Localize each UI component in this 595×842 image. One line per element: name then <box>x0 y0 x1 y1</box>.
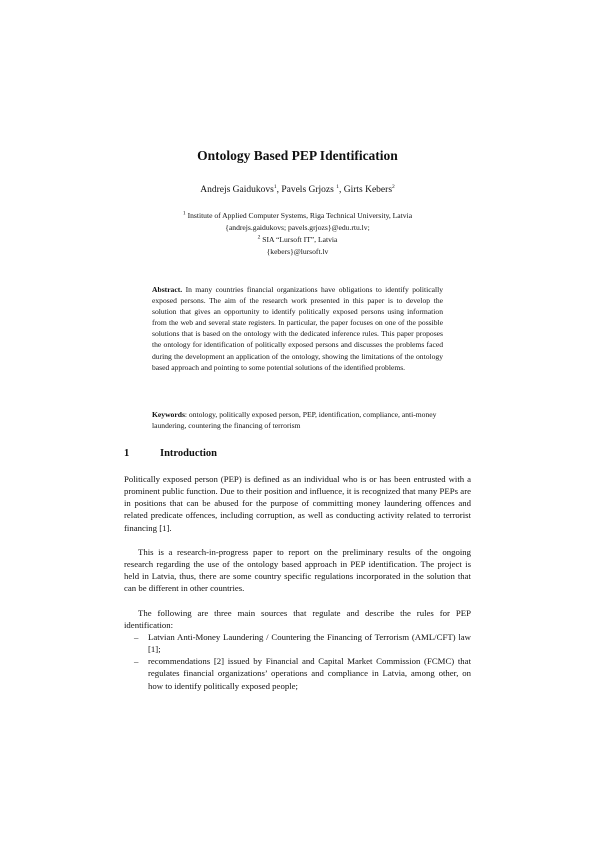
list-item <box>124 655 471 691</box>
body-paragraph: The following are three main sources that regulate and describe the rules for PEP identification: <box>124 608 471 631</box>
abstract-label: Abstract. <box>152 285 183 294</box>
list-item-text: recommendations [2] issued by Financial and Capital Market Commission (FCMC) that regulates financial organizations’ operations and compliance in Latvia, among other, on how to identify politically exposed people; <box>148 656 471 691</box>
author-name: Andrejs Gaidukovs <box>200 185 274 195</box>
affiliation-email: {andrejs.gaidukovs; pavels.grjozs}@edu.rtu.lv; <box>225 223 370 232</box>
affiliation-line <box>0 222 595 234</box>
affiliation-line <box>0 246 595 258</box>
author-sup: 1 <box>273 183 277 190</box>
abstract <box>152 284 443 373</box>
affiliation-sup: 1 <box>182 210 186 217</box>
keywords <box>152 409 443 431</box>
section-heading <box>124 448 217 459</box>
keywords-text: : ontology, politically exposed person, PEP, identification, compliance, anti-money laundering, countering the financing of terrorism <box>152 410 437 431</box>
section-title: Introduction <box>160 448 217 459</box>
author-name: Pavels Grjozs <box>281 185 334 195</box>
author-list: Andrejs Gaidukovs$^1$, Pavels Grjozs $^1$, Girts Kebers$^2$ <box>200 183 395 195</box>
author-sup: 1 <box>336 183 339 190</box>
affiliation-sup: 2 <box>257 234 261 241</box>
body-paragraph: Politically exposed person (PEP) is defined as an individual who is or has been entrusted with a prominent public function. Due to their position and influence, it is recognized that many PEPs are in positions that can be abused for the purpose of committing money laundering offences and related predicate offences, including corruption, as well as conducting activity related to terrorist financing [1]. <box>124 474 471 533</box>
bullet-marker: – <box>134 656 139 667</box>
author-name: Girts Kebers <box>343 185 393 195</box>
list-item-text: Latvian Anti-Money Laundering / Countering the Financing of Terrorism (AML/CFT) law [1]; <box>148 632 471 655</box>
paper-title: Ontology Based PEP Identification <box>197 148 398 163</box>
section-number: 1 <box>124 448 130 459</box>
body-paragraph: This is a research-in-progress paper to report on the preliminary results of the ongoing research regarding the use of the ontology based approach in PEP identification. The project is held in Latvia, thus, there are some country specific regulations incorporated in the solution that can be different in other countries. <box>124 547 471 594</box>
affiliation-email: {kebers}@lursoft.lv <box>266 247 329 256</box>
bullet-list <box>124 631 471 692</box>
list-item <box>124 631 471 655</box>
affiliation-text: Institute of Applied Computer Systems, Riga Technical University, Latvia <box>187 211 413 220</box>
author-sup: 2 <box>392 183 395 190</box>
affiliation-line <box>0 234 595 246</box>
keywords-label: Keywords <box>152 410 185 419</box>
affiliation-line <box>0 210 595 222</box>
bullet-marker: – <box>134 632 139 642</box>
affiliation-text: SIA “Lursoft IT”, Latvia <box>262 235 338 244</box>
abstract-text: In many countries financial organizations have obligations to identify politically exposed persons. The aim of the research work presented in this paper is to develop the solution that gives an opportunity to identify politically exposed persons using information from the web and several state registers. In particular, the paper focuses on one of the possible solutions that is based on the ontology with the dedicated inference rules. This paper proposes the ontology for identification of politically exposed persons and discusses the problems faced during the development an application of the ontology, showing the limitations of the ontology based approach and pointing to some potential solutions of the identified problems. <box>152 285 443 372</box>
